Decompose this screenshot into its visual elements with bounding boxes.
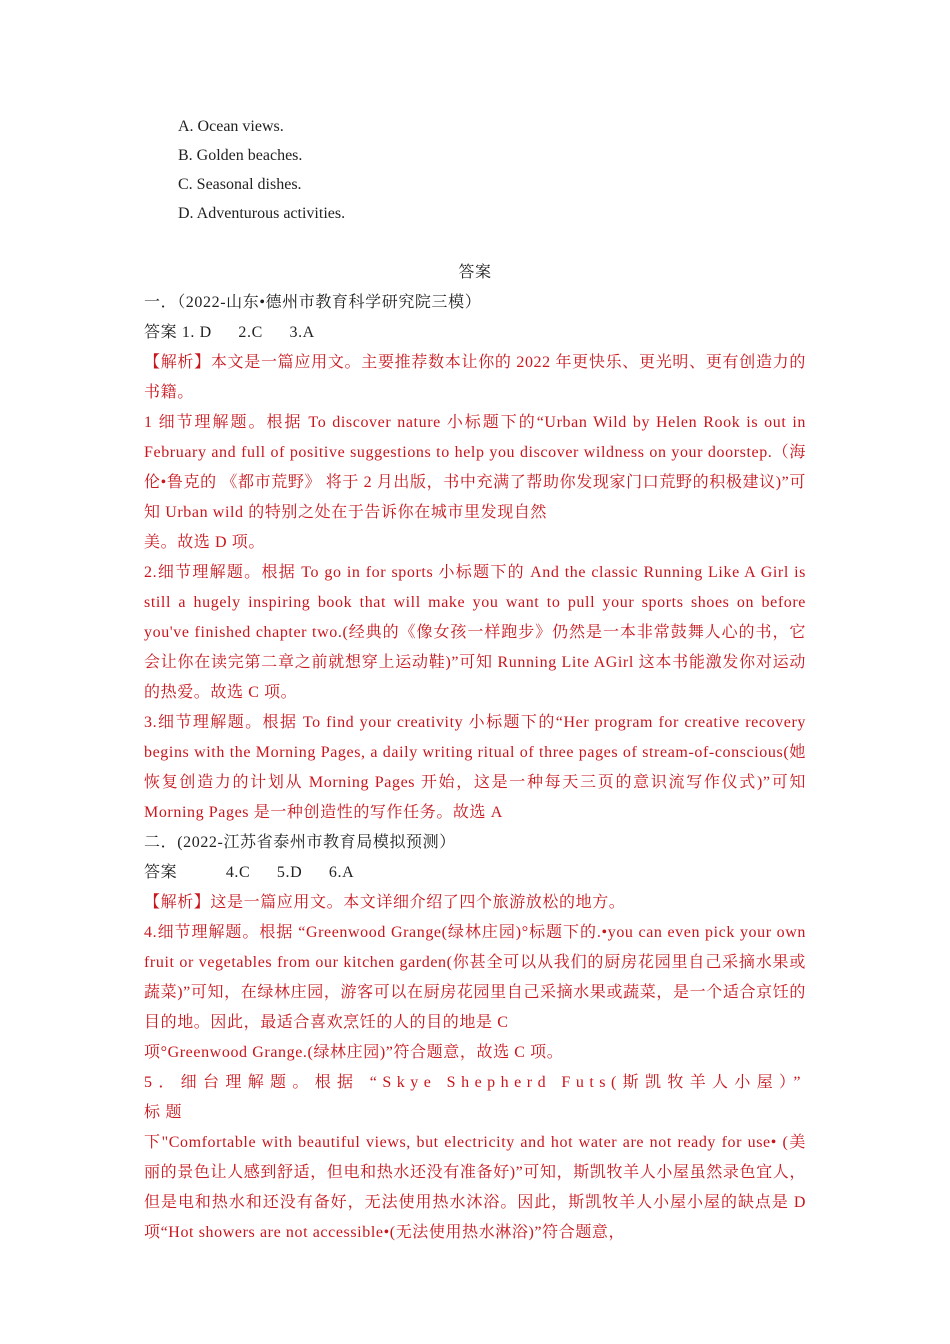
- section1-analysis: [144, 348, 806, 408]
- section2-heading: 二．(2022-江苏省泰州市教育局模拟预测）: [144, 834, 456, 851]
- section1-heading: 一．（2022-山东•德州市教育科学研究院三模）: [144, 294, 482, 311]
- q4-explanation: 4.细节理解题。根据 “Greenwood Grange(绿林庄园)°标题下的.•you can even pick your own fruit or vegetables from our kitchen garden(你甚全可以从我们的厨房花园里自己采摘水果或蔬菜)”可知，在绿林庄园，游客可以在厨房花园里自己采摘水果或蔬菜，是一个适合京饪的目的地。因此，最适合喜欢烹饪的人的目的地是 C: [144, 924, 806, 1031]
- q1-explanation-end: 美。故选 D 项。: [144, 534, 265, 551]
- answers-label: 答案: [144, 324, 178, 341]
- section2-analysis: [144, 888, 806, 918]
- option-b: B. Golden beaches.: [178, 147, 303, 164]
- section1-answers: [144, 318, 806, 348]
- answer-3: 3.A: [289, 324, 315, 341]
- q5-explanation-start: 5．细台理解题。根据 “Skye Shepherd Futs(斯凯牧羊人小屋）” 标题: [144, 1074, 806, 1121]
- analysis-tag: 【解析】: [144, 894, 211, 911]
- answer-4: 4.C: [225, 864, 251, 881]
- analysis-tag: 【解析】: [144, 354, 211, 371]
- section2-answers: [144, 858, 806, 888]
- option-d: D. Adventurous activities.: [178, 205, 346, 222]
- q2-explanation: 2.细节理解题。根据 To go in for sports 小标题下的 And the classic Running Like A Girl is still a hugely inspiring book that will make you want to pull your sports shoes on before you've finished chapter two.(经典的《像女孩一样跑步》仍然是一本非常鼓舞人心的书，它会让你在读完第二章之前就想穿上运动鞋)”可知 Running Lite AGirl 这本书能激发你对运动的热爱。故选 C 项。: [144, 564, 806, 701]
- answer-6: 6.A: [328, 864, 355, 881]
- answer-options: [178, 112, 345, 228]
- q4-explanation-end: 项°Greenwood Grange.(绿林庄园)”符合题意，故选 C 项。: [144, 1044, 564, 1061]
- q3-explanation: 3.细节理解题。根据 To find your creativity 小标题下的“Her program for creative recovery begins with the Morning Pages, a daily writing ritual of three pages of stream-of-conscious(她恢复创造力的计划从 Morning Pages 开始，这是一种每天三页的意识流写作仪式)”可知 Morning Pages 是一种创造性的写作任务。故选 A: [144, 714, 806, 821]
- option-c: C. Seasonal dishes.: [178, 176, 302, 193]
- answer-section: [144, 258, 806, 1248]
- answer-heading: 答案: [458, 264, 492, 281]
- option-a: A. Ocean views.: [178, 118, 284, 135]
- analysis-text: 这是一篇应用文。本文详细介绍了四个旅游放松的地方。: [210, 894, 626, 911]
- answer-1: 1. D: [181, 324, 212, 341]
- answers-label: 答案: [144, 864, 178, 881]
- analysis-text: 本文是一篇应用文。主要推荐数本让你的 2022 年更快乐、更光明、更有创造力的书籍。: [144, 354, 806, 401]
- answer-5: 5.D: [276, 864, 303, 881]
- q1-explanation: 1 细节理解题。根据 To discover nature 小标题下的“Urban Wild by Helen Rook is out in February and full of positive suggestions to help you discover wildness on your doorstep.（海伦•鲁克的 《都市荒野》 将于 2 月出版，书中充满了帮助你发现家门口荒野的积极建议)”可知 Urban wild 的特别之处在于告诉你在城市里发现自然: [144, 414, 806, 521]
- q5-explanation: 下"Comfortable with beautiful views, but electricity and hot water are not ready for use• (美丽的景色让人感到舒适，但电和热水还没有准备好)”可知，斯凯牧羊人小屋虽然录色宜人，但是电和热水和还没有备好，无法使用热水沐浴。因此，斯凯牧羊人小屋小屋的缺点是 D 项“Hot showers are not accessible•(无法使用热水淋浴)”符合题意，: [144, 1134, 806, 1241]
- answer-2: 2.C: [238, 324, 263, 341]
